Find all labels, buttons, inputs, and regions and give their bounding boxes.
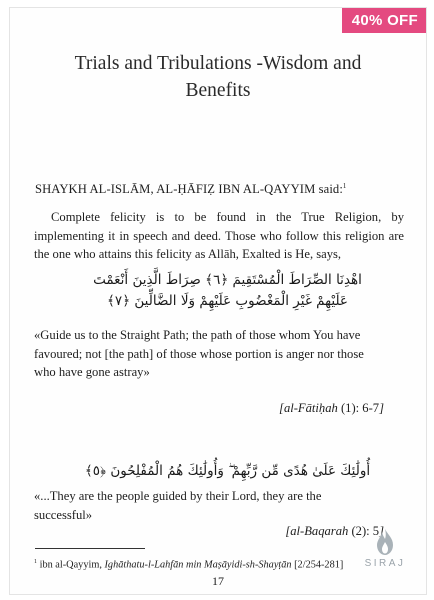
- footnote-author: ibn al-Qayyim,: [39, 559, 102, 571]
- book-page: [10, 8, 426, 594]
- verse-2-surah: al-Baqarah: [290, 524, 349, 538]
- verse-2-number: (2): 5: [351, 524, 380, 538]
- speaker-heading: [35, 182, 347, 197]
- publisher-logo: [358, 528, 412, 569]
- speaker-name: SHAYKH AL-ISLĀM, AL-ḤĀFIẒ IBN AL-QAYYIM said:: [35, 182, 343, 197]
- footnote-marker: 1: [342, 182, 347, 190]
- page-number: 17: [212, 574, 224, 588]
- verse-2-arabic: أُولَٰئِكَ عَلَىٰ هُدًى مِّن رَّبِّهِمْ ۖ وَأُولَٰئِكَ هُمُ الْمُفْلِحُونَ ﴿٥﴾: [84, 463, 371, 479]
- chapter-title: [50, 50, 386, 104]
- verse-1-reference: [al-Fātiḥah (1): 6-7]: [279, 401, 384, 415]
- footnote-divider: [35, 548, 145, 549]
- verse-1-arabic-line-2: عَلَيْهِمْ غَيْرِ الْمَغْضُوبِ عَلَيْهِمْ وَلَا الضَّالِّينَ ﴿٧﴾: [107, 293, 348, 309]
- verse-2-translation: «...They are the people guided by their Lord, they are the successful»: [34, 489, 322, 522]
- footnote: [34, 556, 414, 571]
- verse-1-surah: al-Fātiḥah: [283, 401, 338, 415]
- verse-2-reference: [al-Baqarah (2): 5]: [285, 524, 384, 538]
- verse-1-arabic-line-1: اهْدِنَا الصِّرَاطَ الْمُسْتَقِيمَ ﴿٦﴾ صِرَاطَ الَّذِينَ أَنْعَمْتَ: [93, 272, 362, 288]
- verse-1-number: (1): 6-7: [340, 401, 380, 415]
- verse-1-arabic: [70, 270, 385, 312]
- verse-1-translation: «Guide us to the Straight Path; the path of those whom You have favoured; not [the path] of those whose portion is anger nor those who have gone astray»: [34, 328, 364, 379]
- title-line-2: Benefits: [185, 80, 251, 101]
- body-paragraph: Complete felicity is to be found in the True Religion, by implementing it in speech and deed. Those who follow this religion are the one who attains this felicity as Allāh, Exalted is He, says,: [34, 210, 404, 261]
- footnote-work: Ighāthatu-l-Lahfān min Maṣāyidi-sh-Shayṭān: [104, 559, 292, 571]
- title-line-1: Trials and Tribulations -Wisdom and: [74, 53, 362, 74]
- footnote-pages: [2/254-281]: [294, 559, 344, 571]
- discount-badge: 40% OFF: [342, 8, 426, 33]
- flame-icon: [372, 528, 398, 556]
- footnote-number: 1: [34, 559, 37, 565]
- logo-text: SIRAJ: [364, 558, 406, 569]
